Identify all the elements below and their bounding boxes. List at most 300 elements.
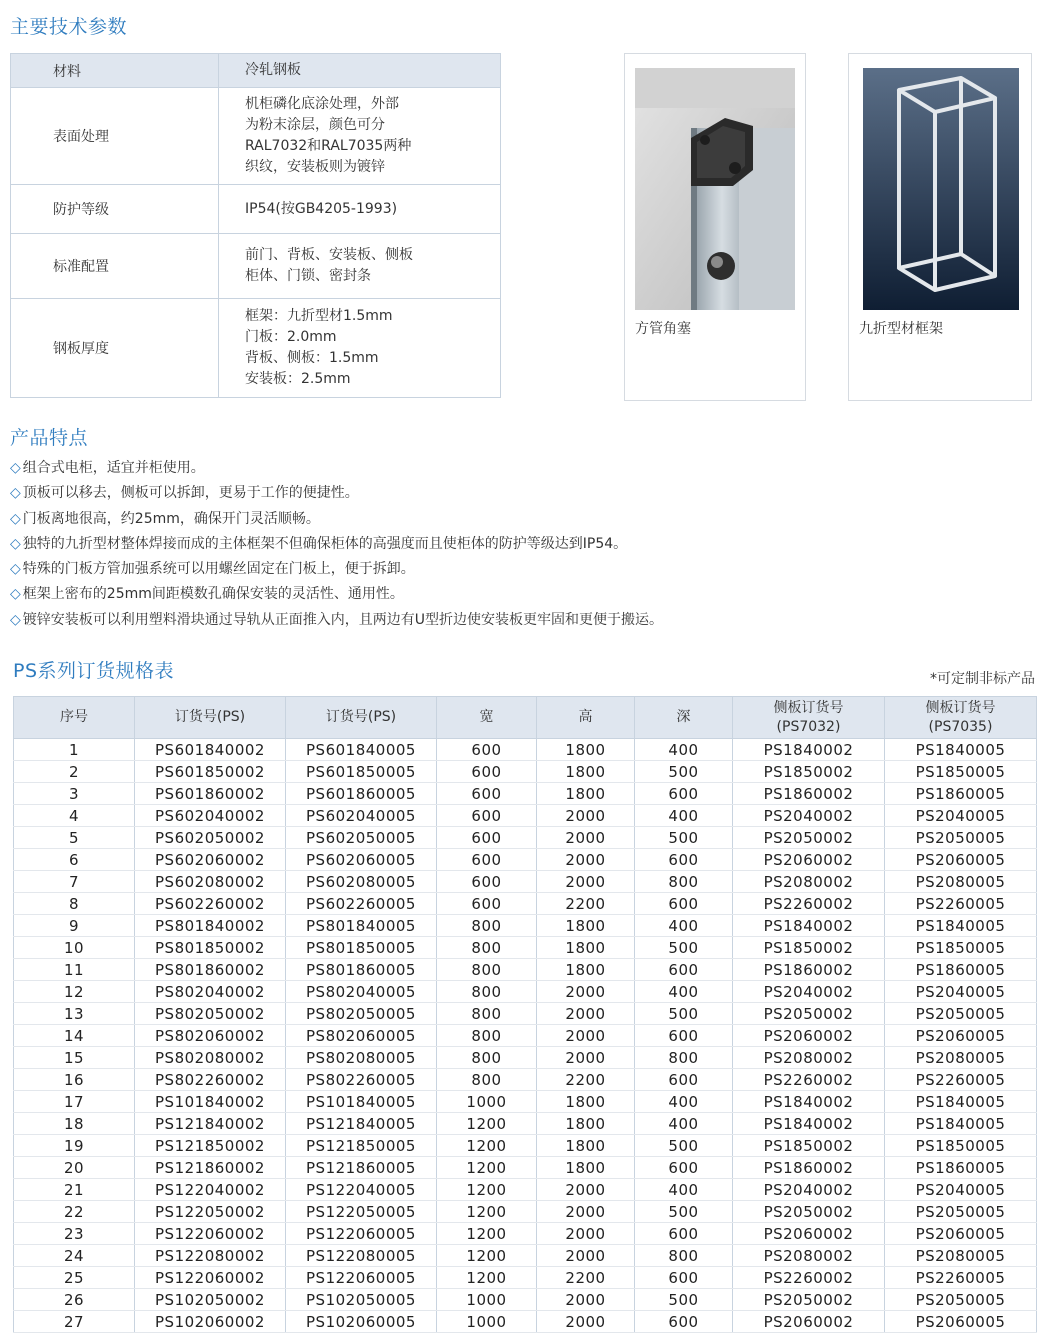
table-row [14, 1179, 1037, 1201]
table-cell: 1200 [437, 1201, 537, 1223]
table-cell: PS1850005 [885, 1135, 1037, 1157]
feature-item [10, 532, 663, 557]
table-cell: PS602260005 [286, 893, 437, 915]
table-cell: PS2040005 [885, 805, 1037, 827]
table-cell: 6 [14, 849, 135, 871]
table-cell: 800 [635, 871, 733, 893]
feature-item [10, 557, 663, 582]
table-cell: 2200 [537, 1069, 635, 1091]
table-cell: PS2040002 [733, 1179, 885, 1201]
table-row [14, 1157, 1037, 1179]
spec-key: 标准配置 [11, 234, 219, 299]
spec-value: 机柜磷化底涂处理，外部 为粉末涂层，颜色可分 RAL7032和RAL7035两种 织纹，安装板则为镀锌 [219, 88, 501, 185]
table-cell: 4 [14, 805, 135, 827]
table-cell: 2000 [537, 849, 635, 871]
table-cell: PS2080002 [733, 1047, 885, 1069]
feature-list [10, 456, 663, 633]
features-section-title: 产品特点 [10, 427, 89, 449]
table-row [14, 1135, 1037, 1157]
table-cell: 2000 [537, 1025, 635, 1047]
table-cell: 600 [437, 827, 537, 849]
table-cell: PS2080002 [733, 871, 885, 893]
column-header: 订货号(PS) [135, 697, 286, 739]
table-cell: 600 [437, 893, 537, 915]
table-cell: PS602060005 [286, 849, 437, 871]
table-cell: 11 [14, 959, 135, 981]
table-cell: 20 [14, 1157, 135, 1179]
table-cell: 400 [635, 915, 733, 937]
table-cell: 5 [14, 827, 135, 849]
table-cell: PS601850002 [135, 761, 286, 783]
table-cell: PS2040002 [733, 981, 885, 1003]
table-cell: PS121840002 [135, 1113, 286, 1135]
table-cell: 9 [14, 915, 135, 937]
table-cell: PS1860002 [733, 1157, 885, 1179]
table-cell: PS602050002 [135, 827, 286, 849]
table-cell: 500 [635, 937, 733, 959]
table-cell: 400 [635, 981, 733, 1003]
table-cell: PS802080005 [286, 1047, 437, 1069]
table-cell: PS801850005 [286, 937, 437, 959]
table-row [14, 1245, 1037, 1267]
table-cell: PS122060002 [135, 1223, 286, 1245]
table-cell: 500 [635, 1201, 733, 1223]
table-cell: PS802260005 [286, 1069, 437, 1091]
table-cell: PS802040002 [135, 981, 286, 1003]
table-cell: 13 [14, 1003, 135, 1025]
table-row [14, 1311, 1037, 1333]
table-cell: 2000 [537, 1179, 635, 1201]
table-cell: PS802080002 [135, 1047, 286, 1069]
table-cell: 1200 [437, 1267, 537, 1289]
table-cell: 10 [14, 937, 135, 959]
table-cell: PS601840005 [286, 739, 437, 761]
table-cell: PS1850002 [733, 937, 885, 959]
table-row [14, 1047, 1037, 1069]
table-row [14, 1003, 1037, 1025]
table-cell: 600 [437, 761, 537, 783]
table-cell: PS2060005 [885, 1223, 1037, 1245]
table-cell: PS602060002 [135, 849, 286, 871]
table-cell: PS1850005 [885, 761, 1037, 783]
table-row [14, 937, 1037, 959]
table-cell: 21 [14, 1179, 135, 1201]
table-cell: 1000 [437, 1311, 537, 1333]
table-cell: PS1860005 [885, 783, 1037, 805]
feature-item [10, 608, 663, 633]
table-cell: PS2080005 [885, 1245, 1037, 1267]
table-cell: 2000 [537, 1245, 635, 1267]
table-cell: PS2060002 [733, 1025, 885, 1047]
feature-text: 镀锌安装板可以利用塑料滑块通过导轨从正面推入内，且两边有U型折边使安装板更牢固和更便于搬运。 [22, 611, 664, 628]
table-cell: 2200 [537, 1267, 635, 1289]
table-cell: PS2040005 [885, 1179, 1037, 1201]
table-row [14, 1113, 1037, 1135]
spec-key: 材料 [11, 54, 219, 88]
table-row [14, 981, 1037, 1003]
table-cell: PS2050002 [733, 1003, 885, 1025]
table-cell: PS801860005 [286, 959, 437, 981]
table-cell: 1200 [437, 1245, 537, 1267]
table-cell: PS2060002 [733, 849, 885, 871]
spec-row-config [11, 234, 501, 299]
table-cell: 400 [635, 739, 733, 761]
table-cell: 800 [437, 1025, 537, 1047]
table-cell: PS2260005 [885, 1267, 1037, 1289]
column-header: 深 [635, 697, 733, 739]
table-cell: 2000 [537, 981, 635, 1003]
table-cell: PS121850005 [286, 1135, 437, 1157]
table-cell: PS1850002 [733, 1135, 885, 1157]
column-header: 侧板订货号 (PS7032) [733, 697, 885, 739]
table-cell: PS802050002 [135, 1003, 286, 1025]
table-cell: 1000 [437, 1091, 537, 1113]
feature-text: 特殊的门板方管加强系统可以用螺丝固定在门板上，便于拆卸。 [22, 561, 415, 578]
table-cell: PS102060005 [286, 1311, 437, 1333]
table-cell: PS2050002 [733, 1289, 885, 1311]
table-cell: PS801840002 [135, 915, 286, 937]
table-cell: PS2050005 [885, 1003, 1037, 1025]
table-cell: PS601860005 [286, 783, 437, 805]
table-cell: 2000 [537, 1289, 635, 1311]
table-cell: 800 [437, 981, 537, 1003]
table-cell: PS2050005 [885, 1201, 1037, 1223]
table-cell: PS602080005 [286, 871, 437, 893]
table-cell: PS1840002 [733, 915, 885, 937]
table-cell: PS1840005 [885, 739, 1037, 761]
custom-note: *可定制非标产品 [930, 671, 1035, 687]
table-row [14, 783, 1037, 805]
table-cell: PS802060005 [286, 1025, 437, 1047]
table-cell: PS2050005 [885, 827, 1037, 849]
table-cell: 800 [437, 1003, 537, 1025]
table-cell: PS122060002 [135, 1267, 286, 1289]
spec-value: 前门、背板、安装板、侧板 柜体、门锁、密封条 [219, 234, 501, 299]
table-cell: PS122080005 [286, 1245, 437, 1267]
table-cell: PS2080005 [885, 1047, 1037, 1069]
column-header: 侧板订货号 (PS7035) [885, 697, 1037, 739]
corner-plug-photo [635, 68, 795, 310]
feature-item [10, 507, 663, 532]
order-table-body [14, 739, 1037, 1333]
feature-item [10, 456, 663, 481]
table-cell: 500 [635, 761, 733, 783]
column-header: 高 [537, 697, 635, 739]
table-cell: PS2050002 [733, 827, 885, 849]
table-cell: 800 [635, 1047, 733, 1069]
table-cell: PS122040002 [135, 1179, 286, 1201]
table-cell: 600 [635, 893, 733, 915]
table-cell: 600 [437, 739, 537, 761]
table-cell: PS2060002 [733, 1311, 885, 1333]
table-cell: 600 [635, 1267, 733, 1289]
table-cell: 800 [635, 1245, 733, 1267]
table-cell: PS122060005 [286, 1223, 437, 1245]
table-cell: 1000 [437, 1289, 537, 1311]
order-table [13, 696, 1037, 1333]
table-cell: 600 [437, 783, 537, 805]
diamond-bullet-icon: ◇ [10, 611, 21, 628]
table-cell: 1200 [437, 1135, 537, 1157]
table-cell: 1200 [437, 1179, 537, 1201]
table-cell: PS121840005 [286, 1113, 437, 1135]
table-cell: PS1840002 [733, 739, 885, 761]
table-cell: 600 [635, 1069, 733, 1091]
table-row [14, 1091, 1037, 1113]
table-cell: 600 [635, 783, 733, 805]
table-cell: 1800 [537, 1091, 635, 1113]
table-cell: PS1840002 [733, 1091, 885, 1113]
order-table-header [14, 697, 1037, 739]
table-cell: 600 [635, 1025, 733, 1047]
diamond-bullet-icon: ◇ [10, 586, 21, 603]
spec-value: IP54(按GB4205-1993) [219, 185, 501, 234]
table-cell: 600 [437, 805, 537, 827]
table-row [14, 761, 1037, 783]
table-cell: PS802050005 [286, 1003, 437, 1025]
feature-item [10, 481, 663, 506]
table-cell: 400 [635, 1091, 733, 1113]
table-cell: PS1860005 [885, 1157, 1037, 1179]
table-row [14, 827, 1037, 849]
table-cell: 7 [14, 871, 135, 893]
table-cell: PS2060002 [733, 1223, 885, 1245]
table-cell: 1800 [537, 1113, 635, 1135]
table-cell: 19 [14, 1135, 135, 1157]
table-cell: 15 [14, 1047, 135, 1069]
table-cell: 500 [635, 1289, 733, 1311]
table-cell: 2000 [537, 1223, 635, 1245]
table-row [14, 1201, 1037, 1223]
table-cell: PS602080002 [135, 871, 286, 893]
table-cell: 1800 [537, 783, 635, 805]
table-cell: PS2060005 [885, 1025, 1037, 1047]
table-cell: PS2050005 [885, 1289, 1037, 1311]
table-cell: 1800 [537, 937, 635, 959]
table-cell: 800 [437, 1069, 537, 1091]
table-cell: 500 [635, 1003, 733, 1025]
table-cell: PS101840005 [286, 1091, 437, 1113]
table-cell: 16 [14, 1069, 135, 1091]
table-cell: PS801860002 [135, 959, 286, 981]
table-cell: 1200 [437, 1223, 537, 1245]
table-cell: 800 [437, 937, 537, 959]
table-cell: 800 [437, 959, 537, 981]
table-row [14, 739, 1037, 761]
table-row [14, 1069, 1037, 1091]
table-cell: PS2050002 [733, 1201, 885, 1223]
table-cell: PS121850002 [135, 1135, 286, 1157]
table-cell: PS2260002 [733, 1267, 885, 1289]
table-cell: PS1840005 [885, 1113, 1037, 1135]
feature-text: 顶板可以移去，侧板可以拆卸，更易于工作的便捷性。 [22, 485, 359, 502]
table-cell: PS602040005 [286, 805, 437, 827]
table-row [14, 915, 1037, 937]
table-cell: 600 [635, 849, 733, 871]
order-section-title: PS系列订货规格表 [13, 660, 175, 682]
photo-card-corner-plug [624, 53, 806, 401]
table-cell: PS102060002 [135, 1311, 286, 1333]
table-cell: PS2040005 [885, 981, 1037, 1003]
table-cell: PS102050002 [135, 1289, 286, 1311]
table-cell: 2000 [537, 827, 635, 849]
table-cell: 1800 [537, 915, 635, 937]
table-cell: 1200 [437, 1157, 537, 1179]
table-cell: PS1860002 [733, 783, 885, 805]
table-cell: PS2260002 [733, 893, 885, 915]
table-cell: 18 [14, 1113, 135, 1135]
table-cell: 24 [14, 1245, 135, 1267]
spec-section-title: 主要技术参数 [10, 16, 128, 38]
table-cell: 2000 [537, 805, 635, 827]
table-cell: 2000 [537, 871, 635, 893]
diamond-bullet-icon: ◇ [10, 561, 21, 578]
table-cell: 500 [635, 1135, 733, 1157]
table-cell: 400 [635, 1179, 733, 1201]
table-cell: 25 [14, 1267, 135, 1289]
table-cell: PS101840002 [135, 1091, 286, 1113]
table-cell: PS2080002 [733, 1245, 885, 1267]
spec-row-protection [11, 185, 501, 234]
table-cell: PS1840005 [885, 915, 1037, 937]
table-cell: PS1850002 [733, 761, 885, 783]
table-cell: 400 [635, 1113, 733, 1135]
table-cell: PS601860002 [135, 783, 286, 805]
table-cell: PS122050005 [286, 1201, 437, 1223]
table-cell: 1800 [537, 959, 635, 981]
table-cell: 8 [14, 893, 135, 915]
table-cell: 2000 [537, 1003, 635, 1025]
spec-key: 防护等级 [11, 185, 219, 234]
spec-row-thickness [11, 299, 501, 398]
feature-text: 组合式电柜，适宜并柜使用。 [22, 460, 205, 476]
feature-text: 门板离地很高，约25mm，确保开门灵活顺畅。 [22, 510, 320, 527]
table-row [14, 849, 1037, 871]
spec-row-material [11, 54, 501, 88]
spec-value: 框架：九折型材1.5mm 门板：2.0mm 背板、侧板：1.5mm 安装板：2.5mm [219, 299, 501, 398]
spec-table [10, 53, 501, 398]
table-row [14, 1267, 1037, 1289]
table-cell: PS122040005 [286, 1179, 437, 1201]
diamond-bullet-icon: ◇ [10, 535, 21, 552]
column-header: 宽 [437, 697, 537, 739]
table-cell: 3 [14, 783, 135, 805]
table-row [14, 1289, 1037, 1311]
table-row [14, 959, 1037, 981]
table-cell: 500 [635, 827, 733, 849]
spec-key: 钢板厚度 [11, 299, 219, 398]
table-cell: PS802260002 [135, 1069, 286, 1091]
feature-text: 框架上密布的25mm间距模数孔确保安装的灵活性、通用性。 [22, 586, 404, 603]
table-cell: 800 [437, 915, 537, 937]
table-cell: PS122050002 [135, 1201, 286, 1223]
photo-caption: 九折型材框架 [859, 321, 943, 337]
table-cell: 1800 [537, 1135, 635, 1157]
table-cell: 2000 [537, 1311, 635, 1333]
table-cell: 600 [635, 1157, 733, 1179]
table-cell: 1800 [537, 739, 635, 761]
table-cell: PS2060005 [885, 849, 1037, 871]
table-cell: 600 [635, 1223, 733, 1245]
table-cell: 400 [635, 805, 733, 827]
photo-card-frame [848, 53, 1032, 401]
table-row [14, 893, 1037, 915]
table-cell: PS1860002 [733, 959, 885, 981]
table-cell: 2200 [537, 893, 635, 915]
table-cell: 22 [14, 1201, 135, 1223]
spec-key: 表面处理 [11, 88, 219, 185]
table-cell: 600 [437, 871, 537, 893]
table-cell: PS801850002 [135, 937, 286, 959]
table-cell: PS1840002 [733, 1113, 885, 1135]
table-cell: 1800 [537, 761, 635, 783]
table-cell: 600 [635, 959, 733, 981]
table-cell: PS602040002 [135, 805, 286, 827]
table-cell: 1200 [437, 1113, 537, 1135]
table-cell: PS122080002 [135, 1245, 286, 1267]
table-cell: PS2080005 [885, 871, 1037, 893]
table-cell: PS102050005 [286, 1289, 437, 1311]
column-header: 订货号(PS) [286, 697, 437, 739]
table-cell: PS602260002 [135, 893, 286, 915]
table-cell: 17 [14, 1091, 135, 1113]
table-cell: PS602050005 [286, 827, 437, 849]
table-cell: PS2040002 [733, 805, 885, 827]
diamond-bullet-icon: ◇ [10, 485, 21, 502]
spec-value: 冷轧钢板 [219, 54, 501, 88]
table-cell: 2000 [537, 1047, 635, 1069]
diamond-bullet-icon: ◇ [10, 510, 21, 527]
table-cell: 800 [437, 1047, 537, 1069]
table-cell: PS121860005 [286, 1157, 437, 1179]
table-row [14, 871, 1037, 893]
table-cell: 600 [437, 849, 537, 871]
table-cell: PS2260005 [885, 1069, 1037, 1091]
spec-row-surface [11, 88, 501, 185]
table-cell: 14 [14, 1025, 135, 1047]
frame-photo [863, 68, 1019, 310]
table-cell: 23 [14, 1223, 135, 1245]
table-cell: 26 [14, 1289, 135, 1311]
table-cell: PS1850005 [885, 937, 1037, 959]
table-cell: 12 [14, 981, 135, 1003]
table-cell: PS121860002 [135, 1157, 286, 1179]
table-cell: PS2060005 [885, 1311, 1037, 1333]
table-cell: PS802040005 [286, 981, 437, 1003]
table-cell: PS1840005 [885, 1091, 1037, 1113]
table-cell: PS1860005 [885, 959, 1037, 981]
table-cell: PS2260002 [733, 1069, 885, 1091]
feature-item [10, 582, 663, 607]
column-header: 序号 [14, 697, 135, 739]
table-cell: 2000 [537, 1201, 635, 1223]
feature-text: 独特的九折型材整体焊接而成的主体框架不但确保柜体的高强度而且使柜体的防护等级达到IP54。 [22, 535, 628, 552]
table-cell: PS122060005 [286, 1267, 437, 1289]
table-cell: PS601840002 [135, 739, 286, 761]
table-cell: PS2260005 [885, 893, 1037, 915]
table-cell: 1 [14, 739, 135, 761]
table-cell: PS601850005 [286, 761, 437, 783]
table-row [14, 1025, 1037, 1047]
table-cell: 2 [14, 761, 135, 783]
table-cell: 1800 [537, 1157, 635, 1179]
table-cell: 600 [635, 1311, 733, 1333]
table-cell: PS802060002 [135, 1025, 286, 1047]
table-row [14, 805, 1037, 827]
table-cell: PS801840005 [286, 915, 437, 937]
photo-caption: 方管角塞 [635, 321, 691, 337]
table-row [14, 1223, 1037, 1245]
